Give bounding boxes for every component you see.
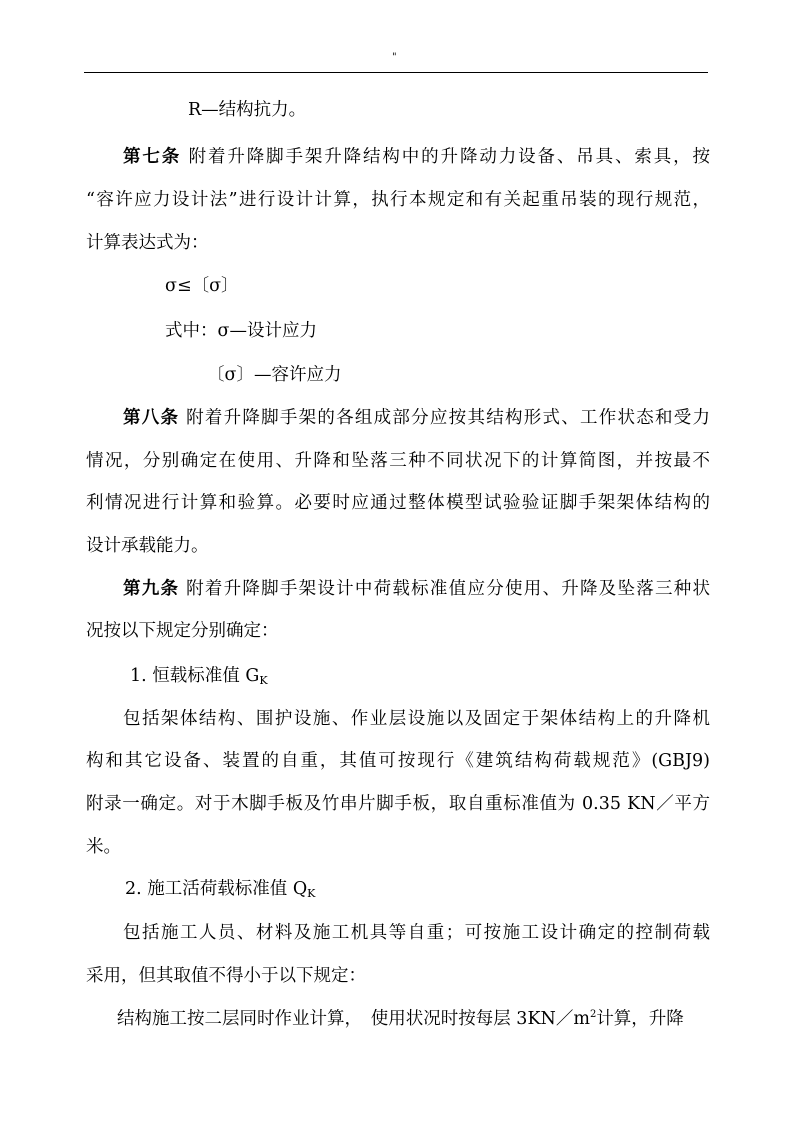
article-8-text: 附着升降脚手架的各组成部分应按其结构形式、工作状态和受力 [186, 408, 711, 428]
formula-where-1: 式中：σ—设计应力 [165, 321, 317, 341]
article-9-text: 附着升降脚手架设计中荷载标准值应分使用、升降及坠落三种状 [186, 579, 711, 599]
item-1-line-2: 构和其它设备、装置的自重，其值可按现行《建筑结构荷载规范》(GBJ9) [86, 751, 710, 771]
article-8-heading: 第八条 [123, 408, 180, 428]
item-1-line-3: 附录一确定。对于木脚手板及竹串片脚手板，取自重标准值为 0.35 KN／平方 [86, 794, 710, 814]
item-2-line-2: 采用，但其取值不得小于以下规定： [86, 966, 366, 986]
last-line [117, 1008, 684, 1030]
item-1-title-text: 1. 恒载标准值 G [130, 666, 260, 686]
last-line-text-b: 计算，升降 [596, 1009, 684, 1029]
article-7-line-2: “容许应力设计法”进行设计计算，执行本规定和有关起重吊装的现行规范， [86, 190, 710, 210]
item-1-title [130, 665, 268, 687]
article-7-line-1 [123, 146, 710, 168]
article-9-heading: 第九条 [123, 579, 180, 599]
header-mark: " [392, 52, 397, 63]
article-8-line-1 [123, 407, 710, 429]
article-7-text: 附着升降脚手架升降结构中的升降动力设备、吊具、索具，按 [188, 147, 711, 167]
article-8-line-3: 利情况进行计算和验算。必要时应通过整体模型试验验证脚手架架体结构的 [86, 493, 710, 513]
formula-where-2: 〔σ〕—容许应力 [207, 365, 342, 385]
article-7-heading: 第七条 [123, 147, 182, 167]
article-9-line-1 [123, 578, 710, 600]
last-line-text-a: 结构施工按二层同时作业计算， 使用状况时按每层 3KN／m [117, 1009, 590, 1029]
article-7-line-3: 计算表达式为： [86, 233, 209, 253]
item-1-subscript: K [259, 674, 268, 687]
article-8-line-4: 设计承载能力。 [86, 536, 209, 556]
header-rule [84, 72, 708, 73]
last-line-superscript: 2 [589, 1009, 597, 1020]
item-1-line-4: 米。 [86, 837, 121, 857]
article-9-line-2: 况按以下规定分别确定： [86, 621, 279, 641]
text-line: R—结构抗力。 [188, 100, 307, 120]
item-2-title-text: 2. 施工活荷载标准值 Q [125, 879, 308, 899]
item-2-line-1: 包括施工人员、材料及施工机具等自重；可按施工设计确定的控制荷载 [123, 923, 710, 943]
item-2-subscript: K [307, 887, 316, 900]
formula: σ≤〔σ〕 [165, 276, 239, 296]
article-8-line-2: 情况，分别确定在使用、升降和坠落三种不同状况下的计算简图，并按最不 [86, 451, 710, 471]
item-1-line-1: 包括架体结构、围护设施、作业层设施以及固定于架体结构上的升降机 [123, 709, 710, 729]
item-2-title [125, 878, 315, 900]
